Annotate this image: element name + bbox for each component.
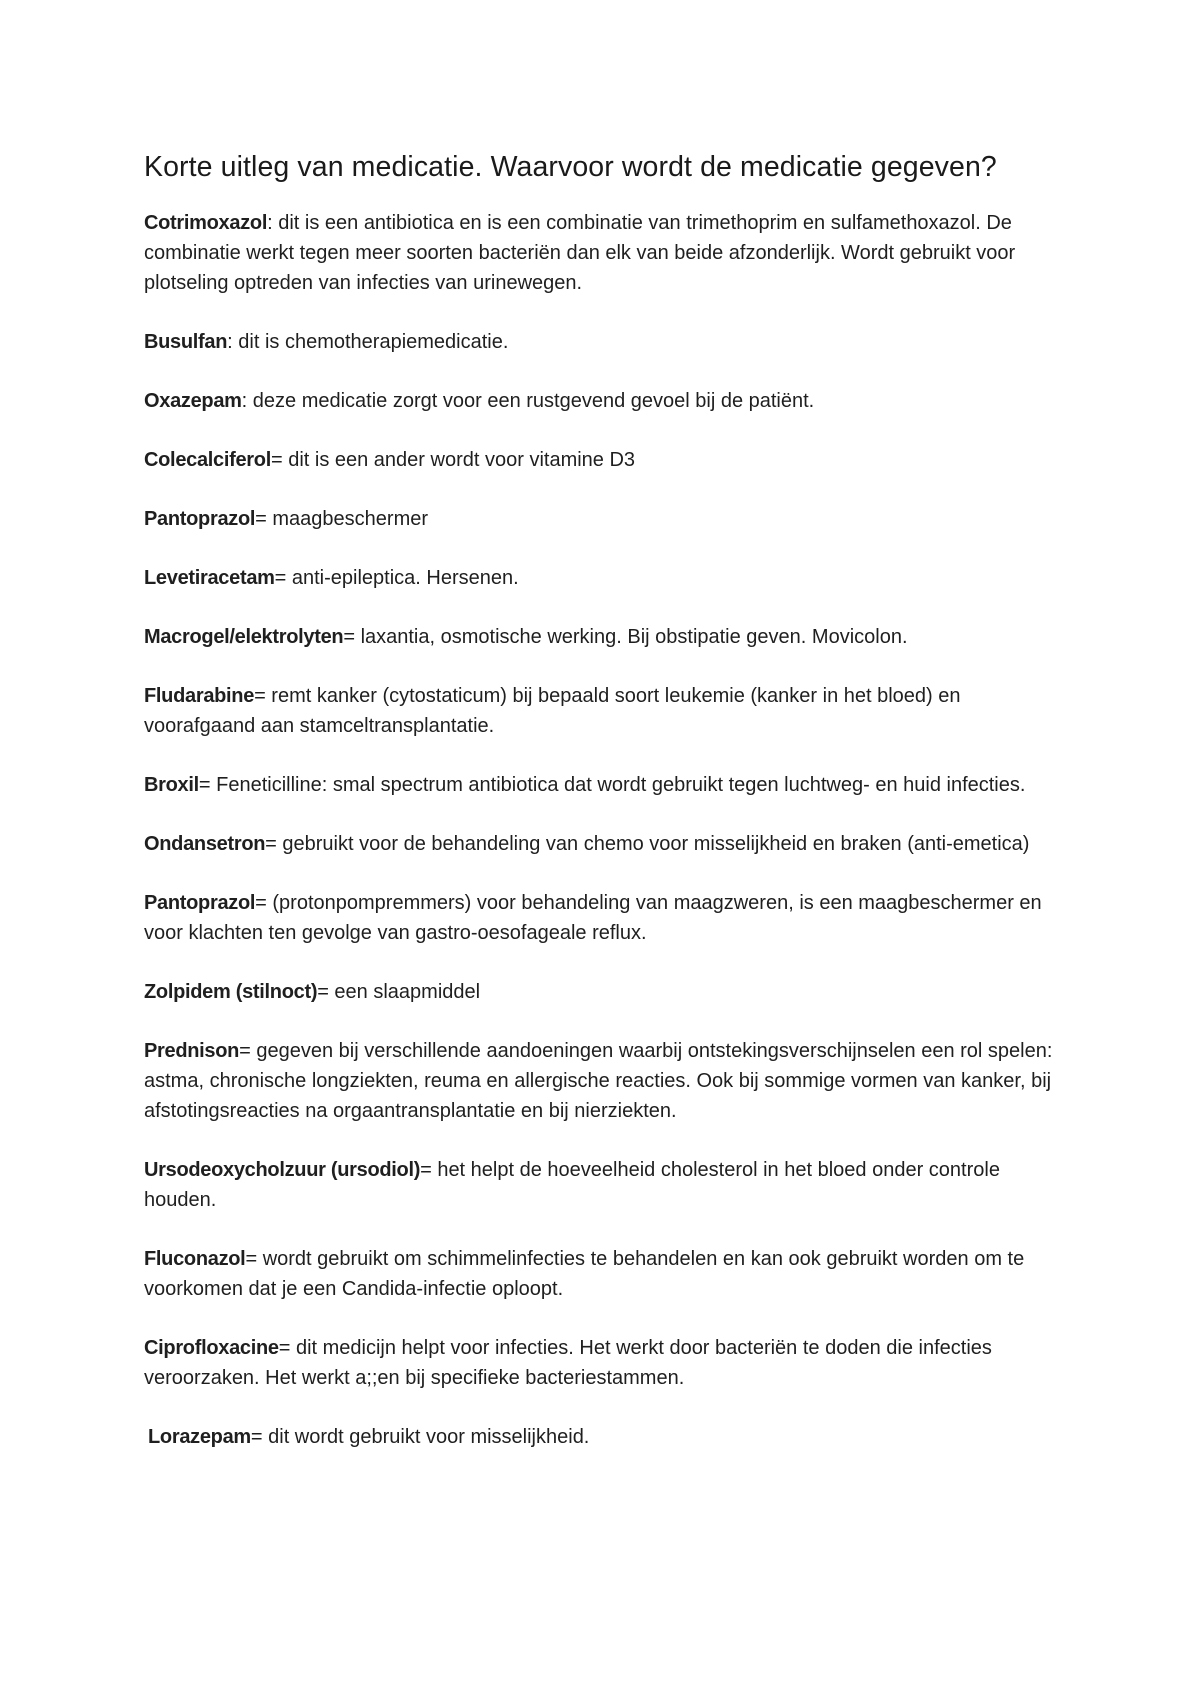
medication-description: = wordt gebruikt om schimmelinfecties te behandelen en kan ook gebruikt worden om te voorkomen dat je een Candida-infectie oploopt.: [144, 1248, 1025, 1300]
medication-entry-cotrimoxazol: [144, 208, 1064, 298]
medication-description: = dit is een ander wordt voor vitamine D3: [270, 449, 636, 471]
medication-entry-macrogel-elektrolyten: [144, 622, 1064, 652]
medication-entry-pantoprazol-2: [144, 888, 1064, 948]
medication-term: Ondansetron: [144, 833, 266, 855]
medication-term: Ciprofloxacine: [144, 1337, 279, 1359]
medication-term: Busulfan: [144, 331, 228, 353]
medication-entry-broxil: [144, 770, 1064, 800]
medication-term: Cotrimoxazol: [144, 212, 268, 234]
medication-entry-oxazepam: [144, 386, 1064, 416]
medication-entry-busulfan: [144, 327, 1064, 357]
medication-entry-levetiracetam: [144, 563, 1064, 593]
medication-entry-ondansetron: [144, 829, 1064, 859]
medication-entry-lorazepam: [144, 1422, 1064, 1452]
medication-description: = een slaapmiddel: [317, 981, 481, 1003]
medication-entry-ciprofloxacine: [144, 1333, 1064, 1393]
medication-entry-fluconazol: [144, 1244, 1064, 1304]
medication-description: = dit wordt gebruikt voor misselijkheid.: [250, 1426, 590, 1448]
medication-description: = gegeven bij verschillende aandoeningen waarbij ontstekingsverschijnselen een rol spelen: astma, chronische longziekten, reuma en allergische reacties. Ook bij sommige vormen van kanker, bij afstotingsreacties na orgaantransplantatie en bij nierziekten.: [144, 1040, 1053, 1122]
medication-term: Prednison: [144, 1040, 240, 1062]
medication-term: Lorazepam: [148, 1426, 251, 1448]
medication-description: = remt kanker (cytostaticum) bij bepaald soort leukemie (kanker in het bloed) en voorafgaand aan stamceltransplantatie.: [144, 685, 961, 737]
medication-term: Macrogel/elektrolyten: [144, 626, 344, 648]
document-body: [144, 148, 1064, 1481]
medication-description: = maagbeschermer: [255, 508, 429, 530]
medication-description: : deze medicatie zorgt voor een rustgevend gevoel bij de patiënt.: [241, 390, 815, 412]
medication-entry-colecalciferol: [144, 445, 1064, 475]
medication-term: Fludarabine: [144, 685, 255, 707]
medication-description: = gebruikt voor de behandeling van chemo voor misselijkheid en braken (anti-emetica): [265, 833, 1030, 855]
medication-description: = (protonpompremmers) voor behandeling van maagzweren, is een maagbeschermer en voor klachten ten gevolge van gastro-oesofageale reflux.: [144, 892, 1042, 944]
document-title: Korte uitleg van medicatie. Waarvoor wordt de medicatie gegeven?: [144, 151, 997, 183]
medication-description: = laxantia, osmotische werking. Bij obstipatie geven. Movicolon.: [343, 626, 908, 648]
medication-term: Ursodeoxycholzuur (ursodiol): [144, 1159, 421, 1181]
medication-entry-pantoprazol: [144, 504, 1064, 534]
medication-term: Pantoprazol: [144, 508, 256, 530]
medication-term: Fluconazol: [144, 1248, 246, 1270]
medication-term: Oxazepam: [144, 390, 242, 412]
medication-description: = dit medicijn helpt voor infecties. Het werkt door bacteriën te doden die infecties veroorzaken. Het werkt a;;en bij specifieke bacteriestammen.: [144, 1337, 992, 1389]
medication-entry-ursodeoxycholzuur: [144, 1155, 1064, 1215]
medication-description: : dit is chemotherapiemedicatie.: [227, 331, 509, 353]
medication-entry-prednison: [144, 1036, 1064, 1126]
medication-term: Levetiracetam: [144, 567, 275, 589]
medication-term: Pantoprazol: [144, 892, 256, 914]
medication-term: Broxil: [144, 774, 199, 796]
medication-entry-fludarabine: [144, 681, 1064, 741]
medication-description: = anti-epileptica. Hersenen.: [274, 567, 519, 589]
medication-term: Zolpidem (stilnoct): [144, 981, 318, 1003]
medication-term: Colecalciferol: [144, 449, 271, 471]
medication-description: = Feneticilline: smal spectrum antibiotica dat wordt gebruikt tegen luchtweg- en huid infecties.: [198, 774, 1026, 796]
medication-description: : dit is een antibiotica en is een combinatie van trimethoprim en sulfamethoxazol. De combinatie werkt tegen meer soorten bacteriën dan elk van beide afzonderlijk. Wordt gebruikt voor plotseling optreden van infecties van urinewegen.: [144, 212, 1016, 294]
medication-entry-zolpidem: [144, 977, 1064, 1007]
medication-description: = het helpt de hoeveelheid cholesterol in het bloed onder controle houden.: [144, 1159, 1000, 1211]
